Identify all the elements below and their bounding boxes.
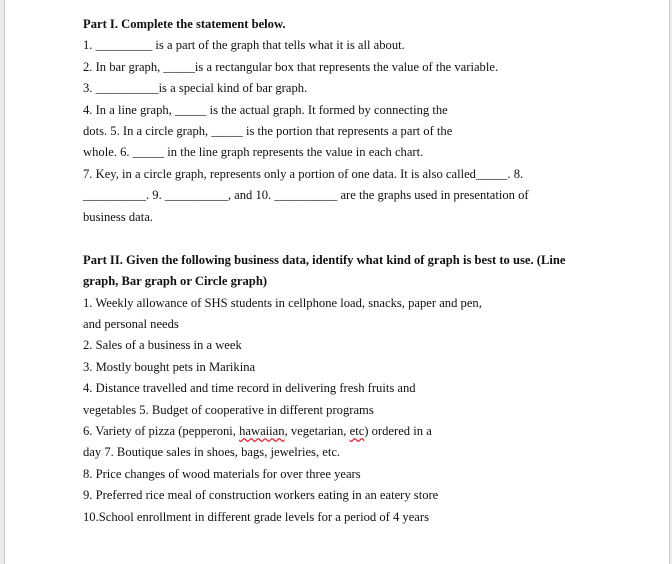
section-gap: [83, 228, 603, 250]
part2-line-5: 4. Distance travelled and time record in delivering fresh fruits and: [83, 381, 416, 396]
part2-line-3: 2. Sales of a business in a week: [83, 338, 242, 353]
part1-line-9: business data.: [83, 209, 153, 224]
part2-line-2: and personal needs: [83, 317, 179, 332]
part1-line-1: 1. _________ is a part of the graph that tells what it is all about.: [83, 38, 405, 53]
part2-line-11: 10.School enrollment in different grade levels for a period of 4 years: [83, 509, 429, 524]
part1-line-6: whole. 6. _____ in the line graph represents the value in each chart.: [83, 145, 424, 160]
document-body: [83, 14, 603, 528]
part2-line-7-middle: , vegetarian,: [284, 424, 350, 439]
part2-line-1: 1. Weekly allowance of SHS students in cellphone load, snacks, paper and pen,: [83, 295, 482, 310]
spellcheck-flag-etc[interactable]: etc: [349, 424, 365, 439]
part2-line-4: 3. Mostly bought pets in Marikina: [83, 359, 256, 374]
part2-heading-line-2: graph, Bar graph or Circle graph): [83, 274, 268, 289]
part2-line-6: vegetables 5. Budget of cooperative in different programs: [83, 402, 374, 417]
part2-line-8: day 7. Boutique sales in shoes, bags, jewelries, etc.: [83, 445, 341, 460]
part1-line-2: 2. In bar graph, _____is a rectangular box that represents the value of the variable.: [83, 59, 499, 74]
part1-line-8: __________. 9. __________, and 10. __________ are the graphs used in presentation of: [83, 188, 529, 203]
spellcheck-flag-hawaiian[interactable]: hawaiian: [239, 424, 285, 439]
part1-line-4: 4. In a line graph, _____ is the actual graph. It formed by connecting the: [83, 102, 448, 117]
document-page: [4, 0, 670, 564]
part1-heading: Part I. Complete the statement below.: [83, 17, 286, 31]
part1-line-5: dots. 5. In a circle graph, _____ is the portion that represents a part of the: [83, 123, 453, 138]
part2-line-7-suffix: ) ordered in a: [364, 424, 432, 439]
part2-line-9: 8. Price changes of wood materials for over three years: [83, 466, 361, 481]
part2-heading-line-1: Part II. Given the following business data, identify what kind of graph is best to use. (Line: [83, 252, 566, 267]
part2-line-7: [83, 421, 603, 442]
part2-line-7-prefix: 6. Variety of pizza (pepperoni,: [83, 424, 240, 439]
part1-line-3: 3. __________is a special kind of bar graph.: [83, 81, 308, 96]
part1-line-7: 7. Key, in a circle graph, represents only a portion of one data. It is also called_____. 8.: [83, 166, 524, 181]
part2-line-10: 9. Preferred rice meal of construction workers eating in an eatery store: [83, 488, 439, 503]
